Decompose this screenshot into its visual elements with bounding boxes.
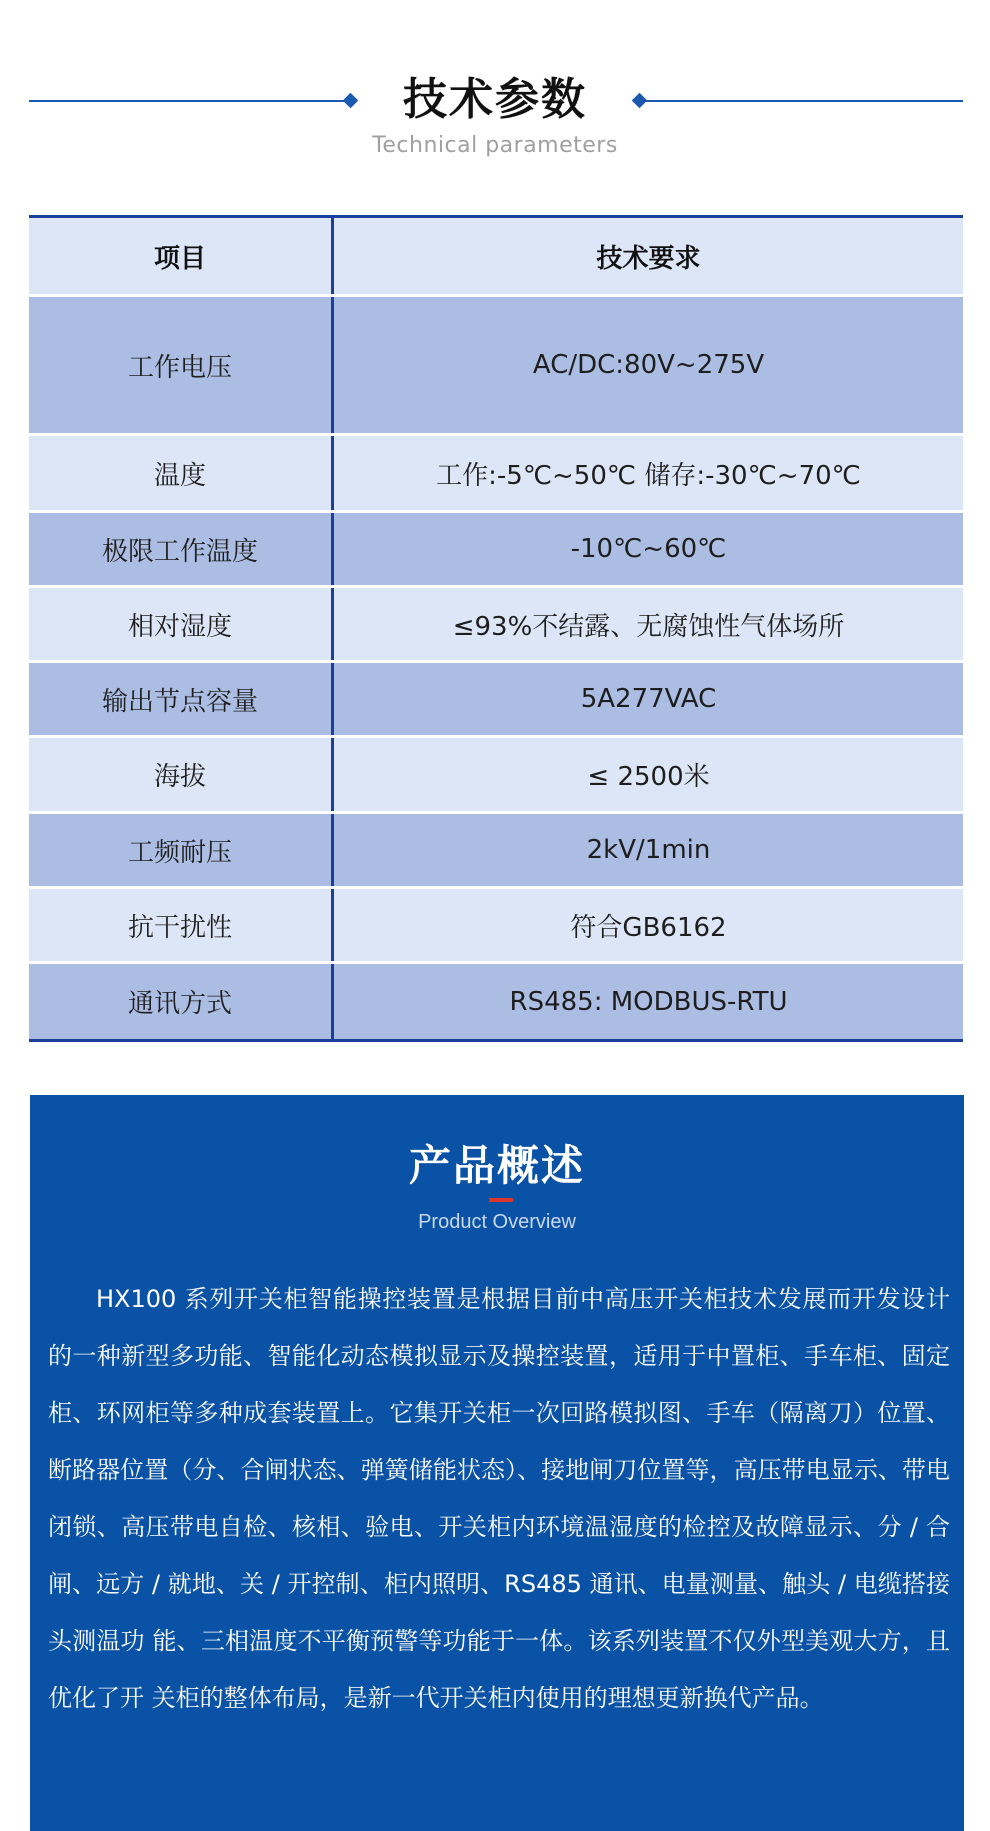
row-item: 海拔 xyxy=(29,738,334,811)
row-item: 工频耐压 xyxy=(29,814,334,886)
row-requirement: 符合GB6162 xyxy=(570,912,727,943)
table-row xyxy=(29,889,963,964)
table-row xyxy=(29,814,963,889)
row-item: 工作电压 xyxy=(29,297,334,433)
tech-params-subtitle: Technical parameters xyxy=(372,133,618,158)
row-item: 通讯方式 xyxy=(29,964,334,1039)
table-row xyxy=(29,738,963,814)
row-requirement: ≤ 2500米 xyxy=(587,762,710,792)
table-row xyxy=(29,964,963,1039)
table-header-item: 项目 xyxy=(29,218,334,294)
table-row xyxy=(29,436,963,513)
overview-subtitle: Product Overview xyxy=(418,1211,576,1233)
product-overview-section xyxy=(30,1095,964,1831)
tech-params-heading xyxy=(0,60,990,170)
row-item: 相对湿度 xyxy=(29,588,334,660)
title-underline-accent xyxy=(489,1198,513,1202)
overview-body: HX100 系列开关柜智能操控装置是根据目前中高压开关柜技术发展而开发设计的一种新型多功能、智能化动态模拟显示及操控装置，适用于中置柜、手车柜、固定柜、环网柜等多种成套装置上。它集开关柜一次回路模拟图、手车（隔离刀）位置、断路器位置（分、合闸状态、弹簧储能状态）、接地闸刀位置等，高压带电显示、带电闭锁、高压带电自检、核相、验电、开关柜内环境温湿度的检控及故障显示、分 / 合闸、远方 / 就地、关 / 开控制、柜内照明、RS485 通讯、电量测量、触头 / 电缆搭接头测温功 能、三相温度不平衡预警等功能于一体。该系列装置不仅外型美观大方，且优化了开 关柜的整体布局，是新一代开关柜内使用的理想更新换代产品。 xyxy=(48,1285,950,1712)
row-requirement: -10℃~60℃ xyxy=(570,534,727,564)
table-row xyxy=(29,297,963,436)
tech-params-title: 技术参数 xyxy=(403,74,587,125)
heading-divider-right xyxy=(640,100,963,102)
row-requirement: RS485: MODBUS-RTU xyxy=(509,986,788,1017)
row-requirement: ≤93%不结露、无腐蚀性气体场所 xyxy=(452,611,845,642)
row-requirement: 5A277VAC xyxy=(580,684,717,714)
table-header-requirement: 技术要求 xyxy=(596,243,701,274)
row-requirement: 工作:-5℃~50℃ 储存:-30℃~70℃ xyxy=(436,460,861,491)
row-requirement: 2kV/1min xyxy=(586,835,711,865)
row-item: 抗干扰性 xyxy=(29,889,334,961)
row-item: 输出节点容量 xyxy=(29,663,334,735)
table-header-row xyxy=(29,218,963,297)
row-item: 极限工作温度 xyxy=(29,513,334,585)
table-row xyxy=(29,513,963,588)
row-requirement: AC/DC:80V~275V xyxy=(532,350,765,380)
row-item: 温度 xyxy=(29,436,334,510)
table-row xyxy=(29,663,963,738)
table-row xyxy=(29,588,963,663)
overview-title: 产品概述 xyxy=(408,1141,585,1190)
tech-params-table xyxy=(29,215,963,1042)
